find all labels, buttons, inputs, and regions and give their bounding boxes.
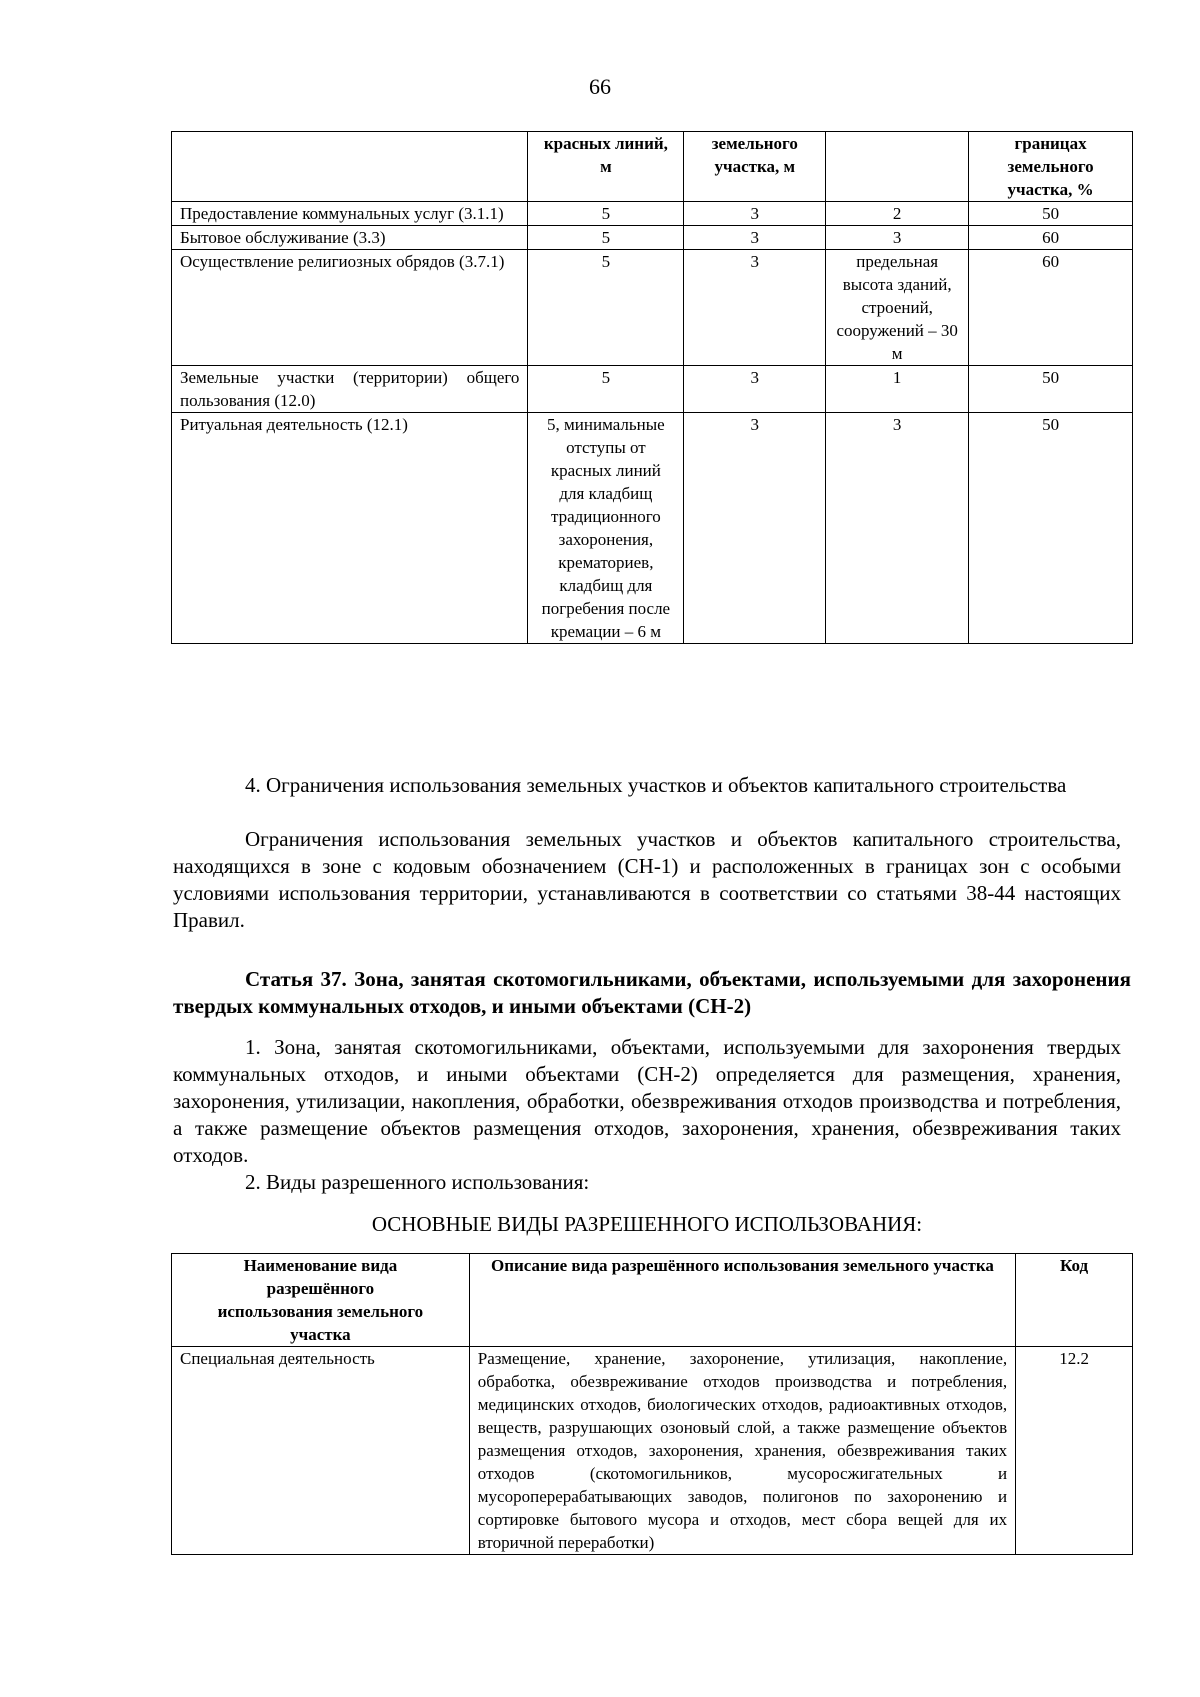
table-row — [172, 413, 1133, 644]
table-cell: 3 — [684, 250, 826, 366]
table-header-cell: Описание вида разрешённого использования земельного участка — [469, 1254, 1015, 1347]
table-header-cell: Наименование вида разрешённого использования земельного участка — [172, 1254, 470, 1347]
table-cell: 5, минимальные отступы от красных линий для кладбищ традиционного захоронения, крематориев, кладбищ для погребения после кремации – 6 м — [528, 413, 684, 644]
table-row — [172, 366, 1133, 413]
table-cell: 60 — [969, 250, 1133, 366]
table-row — [172, 1347, 1133, 1555]
article-paragraph: 1. Зона, занятая скотомогильниками, объектами, используемыми для захоронения твердых коммунальных отходов, и иными объектами (СН-2) определяется для размещения, хранения, захоронения, утилизации, накопления, обработки, обезвреживания отходов производства и потребления, а также размещение объектов размещения отходов, захоронения, хранения, обезвреживания таких отходов. — [173, 1035, 1121, 1167]
table-row — [172, 250, 1133, 366]
setback-table — [171, 131, 1133, 644]
article-paragraph: 2. Виды разрешенного использования: — [245, 1170, 590, 1194]
use-name-cell: Осуществление религиозных обрядов (3.7.1) — [172, 250, 528, 366]
table-cell: 3 — [826, 226, 969, 250]
table-cell: 5 — [528, 250, 684, 366]
table-cell: 5 — [528, 202, 684, 226]
table-cell: 3 — [684, 366, 826, 413]
table-row — [172, 202, 1133, 226]
use-name-cell: Предоставление коммунальных услуг (3.1.1) — [172, 202, 528, 226]
table-cell: 60 — [969, 226, 1133, 250]
table-cell: 50 — [969, 366, 1133, 413]
description-cell: Размещение, хранение, захоронение, утилизация, накопление, обработка, обезвреживание отходов производства и потребления, медицинских отходов, биологических отходов, радиоактивных отходов, веществ, разрушающих озоновый слой, а также размещение объектов размещения отходов, захоронения, хранения, обезвреживания таких отходов (скотомогильников, мусоросжигательных и мусороперерабатывающих заводов, полигонов по захоронению и сортировке бытового мусора и отходов, мест сбора вещей для их вторичной переработки) — [469, 1347, 1015, 1555]
table-cell: предельная высота зданий, строений, сооружений – 30 м — [826, 250, 969, 366]
table-cell: 3 — [684, 226, 826, 250]
table-header-cell: границах земельного участка, % — [969, 132, 1133, 202]
use-name-cell: Ритуальная деятельность (12.1) — [172, 413, 528, 644]
table-header-row — [172, 132, 1133, 202]
table-cell: 50 — [969, 413, 1133, 644]
table-cell: 2 — [826, 202, 969, 226]
table-header-row — [172, 1254, 1133, 1347]
table-header-cell: Код — [1016, 1254, 1133, 1347]
table-cell: 3 — [826, 413, 969, 644]
table-cell: 3 — [684, 202, 826, 226]
table-header-cell: земельного участка, м — [684, 132, 826, 202]
table-header-cell — [826, 132, 969, 202]
section-heading: 4. Ограничения использования земельных участков и объектов капитального строительства — [245, 773, 1067, 797]
permitted-uses-table — [171, 1253, 1133, 1555]
table-cell: 5 — [528, 226, 684, 250]
table-cell: 5 — [528, 366, 684, 413]
section-paragraph: Ограничения использования земельных участков и объектов капитального строительства, находящихся в зоне с кодовым обозначением (СН-1) и расположенных в границах зон с особыми условиями использования территории, устанавливаются в соответствии со статьями 38-44 настоящих Правил. — [173, 827, 1121, 932]
use-name-cell: Специальная деятельность — [172, 1347, 470, 1555]
use-name-cell: Земельные участки (территории) общего пользования (12.0) — [172, 366, 528, 413]
article-title: Статья 37. Зона, занятая скотомогильниками, объектами, используемыми для захоронения твердых коммунальных отходов, и иными объектами (СН-2) — [173, 967, 1131, 1018]
table-cell: 50 — [969, 202, 1133, 226]
page-number: 66 — [589, 74, 611, 99]
table-caption: ОСНОВНЫЕ ВИДЫ РАЗРЕШЕННОГО ИСПОЛЬЗОВАНИЯ: — [371, 1212, 923, 1236]
table-header-cell: красных линий, м — [528, 132, 684, 202]
use-name-cell: Бытовое обслуживание (3.3) — [172, 226, 528, 250]
table-row — [172, 226, 1133, 250]
table-cell: 1 — [826, 366, 969, 413]
table-header-cell — [172, 132, 528, 202]
table-cell: 3 — [684, 413, 826, 644]
code-cell: 12.2 — [1016, 1347, 1133, 1555]
